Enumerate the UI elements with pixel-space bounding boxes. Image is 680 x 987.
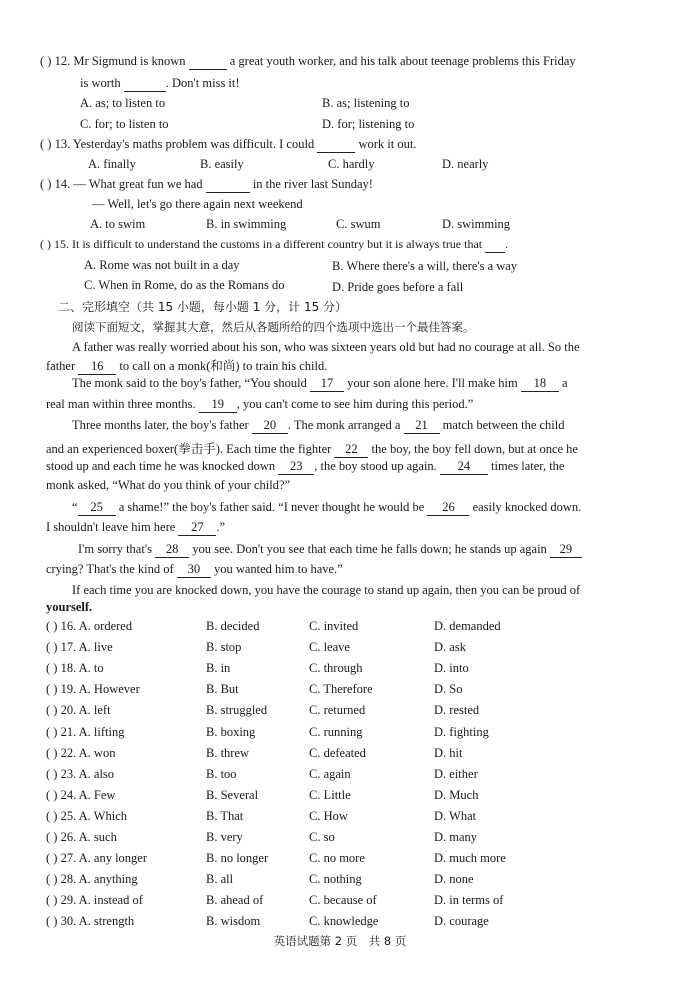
passage-line: yourself.: [46, 600, 93, 614]
cloze-option-b: B. wisdom: [206, 914, 261, 929]
cloze-question-option-a: ( ) 25. A. Which: [46, 808, 128, 823]
q12-stem-d: . Don't miss it!: [165, 76, 240, 90]
answer-blank: [206, 177, 250, 193]
passage-line: [72, 418, 564, 434]
q13-option-d: D. nearly: [442, 157, 489, 171]
q14-option-a: A. to swim: [90, 217, 146, 231]
cloze-option-c: C. defeated: [309, 745, 366, 760]
cloze-option-row: [0, 703, 680, 723]
q12-stem-a: ( ) 12. Mr Sigmund is known: [40, 54, 186, 68]
q14-stem-a: ( ) 14. — What great fun we had: [40, 177, 203, 191]
q15-option-b: B. Where there's a will, there's a way: [332, 259, 518, 273]
cloze-option-d: D. ask: [434, 640, 466, 655]
cloze-option-d: D. hit: [434, 745, 463, 760]
cloze-option-d: D. many: [434, 830, 478, 844]
cloze-option-row: [0, 830, 680, 850]
cloze-option-c: C. no more: [309, 851, 365, 866]
q13-option-a: A. finally: [88, 157, 136, 171]
blank-27: 27: [178, 520, 216, 536]
blank-20: 20: [252, 418, 288, 434]
q14-option-c: C. swum: [336, 217, 381, 231]
cloze-option-c: C. nothing: [309, 872, 362, 887]
blank-18: 18: [521, 376, 559, 392]
cloze-option-d: D. in terms of: [434, 893, 504, 908]
cloze-option-d: D. Much: [434, 787, 479, 802]
cloze-option-row: [0, 661, 680, 681]
cloze-option-d: D. What: [434, 808, 477, 823]
answer-blank: [189, 54, 227, 70]
passage-text: crying? That's the kind of: [46, 562, 174, 576]
passage-line: [78, 542, 582, 558]
blank-25: 25: [78, 500, 116, 516]
cloze-question-option-a: ( ) 21. A. lifting: [46, 724, 125, 739]
blank-29: 29: [550, 542, 582, 558]
cloze-option-row: [0, 788, 680, 808]
cloze-option-b: B. too: [206, 766, 237, 781]
q15-stem-text: ( ) 15. It is difficult to understand the customs in a different country but it is always true that: [40, 237, 483, 251]
passage-text: you wanted him to have.”: [213, 562, 343, 576]
cloze-option-b: B. ahead of: [206, 893, 264, 908]
q12-stem-c: is worth: [80, 76, 121, 90]
passage-line: [46, 397, 473, 413]
passage-text: you see. Don't you see that each time he falls down; he stands up again: [192, 542, 547, 556]
cloze-question-option-a: ( ) 28. A. anything: [46, 872, 138, 887]
cloze-option-row: [0, 619, 680, 639]
q14-stem-b: in the river last Sunday!: [252, 177, 373, 191]
passage-text: times later, the: [491, 459, 565, 473]
cloze-option-b: B. Several: [206, 787, 259, 802]
cloze-option-d: D. rested: [434, 703, 480, 718]
answer-blank: [485, 237, 505, 253]
cloze-option-row: [0, 851, 680, 871]
passage-text: . The monk arranged a: [287, 418, 401, 432]
cloze-option-d: D. none: [434, 872, 474, 887]
passage-text: .”: [216, 520, 226, 534]
q14-option-d: D. swimming: [442, 217, 511, 231]
cloze-option-c: C. returned: [309, 703, 366, 718]
passage-text: father: [46, 359, 76, 373]
cloze-option-b: B. struggled: [206, 703, 268, 718]
q13-option-b: B. easily: [200, 157, 244, 171]
passage-line: [72, 500, 581, 516]
passage-text: stood up and each time he was knocked down: [46, 459, 276, 473]
cloze-question-option-a: ( ) 29. A. instead of: [46, 893, 143, 908]
cloze-option-row: [0, 893, 680, 913]
cloze-option-row: [0, 914, 680, 934]
passage-line: [46, 439, 578, 458]
cloze-option-c: C. Little: [309, 787, 351, 802]
q12-stem-b: a great youth worker, and his talk about teenage problems this Friday: [229, 54, 576, 68]
passage-text: and an experienced boxer(拳击手). Each time the fighter: [46, 442, 332, 456]
q13-option-c: C. hardly: [328, 157, 375, 171]
passage-text: Three months later, the boy's father: [72, 418, 249, 432]
cloze-option-c: C. again: [309, 766, 351, 781]
cloze-option-b: B. all: [206, 872, 234, 887]
passage-text: I'm sorry that's: [78, 542, 152, 556]
cloze-option-row: [0, 872, 680, 892]
q12-stem-line1: [40, 54, 576, 70]
cloze-option-d: D. demanded: [434, 619, 501, 633]
q13-stem-b: work it out.: [358, 137, 417, 151]
q13-stem: [40, 137, 416, 153]
q12-option-d: D. for; listening to: [322, 117, 415, 131]
cloze-option-c: C. through: [309, 661, 363, 676]
passage-text: the boy, the boy fell down, but at once he: [371, 442, 578, 456]
cloze-option-b: B. decided: [206, 619, 260, 633]
passage-text: match between the child: [442, 418, 565, 432]
cloze-question-option-a: ( ) 27. A. any longer: [46, 851, 148, 866]
q13-stem-a: ( ) 13. Yesterday's maths problem was difficult. I could: [40, 137, 315, 151]
passage-line: [46, 520, 225, 536]
cloze-option-row: [0, 725, 680, 745]
passage-line: [46, 562, 343, 578]
q15-option-c: C. When in Rome, do as the Romans do: [84, 278, 285, 292]
passage-text: real man within three months.: [46, 397, 196, 411]
cloze-option-b: B. no longer: [206, 851, 269, 866]
cloze-option-d: D. fighting: [434, 724, 489, 739]
blank-19: 19: [199, 397, 237, 413]
cloze-question-option-a: ( ) 26. A. such: [46, 830, 117, 844]
blank-26: 26: [427, 500, 469, 516]
cloze-option-c: C. Therefore: [309, 682, 373, 697]
passage-text: , the boy stood up again.: [314, 459, 437, 473]
q12-option-a: A. as; to listen to: [80, 96, 166, 110]
q15-stem: ( ) 15. It is difficult to understand the customs in a different country but it is always true that .: [40, 237, 509, 251]
section-heading: 二、完形填空（共 15 小题，每小题 1 分，计 15 分）: [58, 300, 348, 314]
cloze-option-c: C. running: [309, 724, 363, 739]
passage-text: your son alone here. I'll make him: [347, 376, 518, 390]
cloze-option-d: D. much more: [434, 851, 506, 866]
cloze-option-row: [0, 640, 680, 660]
cloze-question-option-a: ( ) 24. A. Few: [46, 787, 116, 802]
passage-line: monk asked, “What do you think of your child?”: [46, 478, 291, 492]
cloze-option-d: D. So: [434, 682, 463, 697]
cloze-option-d: D. into: [434, 661, 469, 676]
passage-line: [72, 376, 568, 392]
cloze-question-option-a: ( ) 16. A. ordered: [46, 619, 133, 633]
cloze-option-b: B. threw: [206, 745, 250, 760]
passage-text: I shouldn't leave him here: [46, 520, 176, 534]
page-footer: 英语试题第 2 页 共 8 页: [273, 934, 407, 948]
passage-text: a shame!” the boy's father said. “I never thought he would be: [118, 500, 425, 514]
passage-text: The monk said to the boy's father, “You should: [72, 376, 307, 390]
cloze-question-option-a: ( ) 19. A. However: [46, 682, 140, 697]
cloze-option-d: D. either: [434, 766, 478, 781]
cloze-option-c: C. so: [309, 830, 335, 844]
cloze-option-b: B. boxing: [206, 724, 256, 739]
cloze-option-c: C. invited: [309, 619, 359, 633]
cloze-question-option-a: ( ) 22. A. won: [46, 745, 116, 760]
cloze-option-b: B. stop: [206, 640, 242, 655]
q12-option-c: C. for; to listen to: [80, 117, 169, 131]
blank-21: 21: [404, 418, 440, 434]
blank-17: 17: [310, 376, 344, 392]
blank-22: 22: [334, 442, 368, 458]
q15-option-a: A. Rome was not built in a day: [84, 258, 240, 272]
passage-line: If each time you are knocked down, you have the courage to stand up again, then you can be proud of: [72, 583, 581, 597]
passage-text: , you can't come to see him during this period.”: [236, 397, 474, 411]
answer-blank: [317, 137, 355, 153]
blank-24: 24: [440, 459, 488, 475]
cloze-option-c: C. leave: [309, 640, 350, 655]
blank-30: 30: [177, 562, 211, 578]
cloze-option-row: [0, 767, 680, 787]
blank-28: 28: [155, 542, 189, 558]
passage-line: [46, 356, 327, 375]
cloze-question-option-a: ( ) 20. A. left: [46, 703, 111, 718]
cloze-option-c: C. How: [309, 808, 348, 823]
passage-line: A father was really worried about his son, who was sixteen years old but had no courage at all. So the: [72, 340, 580, 354]
cloze-option-b: B. That: [206, 808, 244, 823]
cloze-option-row: [0, 809, 680, 829]
q14-reply: — Well, let's go there again next weekend: [92, 197, 303, 211]
cloze-option-row: [0, 746, 680, 766]
cloze-question-option-a: ( ) 18. A. to: [46, 661, 104, 676]
q15-option-d: D. Pride goes before a fall: [332, 280, 464, 294]
cloze-question-option-a: ( ) 30. A. strength: [46, 914, 135, 929]
q14-option-b: B. in swimming: [206, 217, 287, 231]
cloze-option-b: B. in: [206, 661, 231, 676]
q12-stem-line2: [80, 76, 240, 92]
passage-text: “: [72, 500, 78, 514]
cloze-question-option-a: ( ) 17. A. live: [46, 640, 113, 655]
blank-23: 23: [278, 459, 314, 475]
section-instruction: 阅读下面短文，掌握其大意，然后从各题所给的四个选项中选出一个最佳答案。: [72, 320, 475, 334]
cloze-option-b: B. very: [206, 830, 243, 844]
cloze-option-c: C. because of: [309, 893, 377, 908]
q12-option-b: B. as; listening to: [322, 96, 410, 110]
passage-text: to call on a monk(和尚) to train his child.: [119, 359, 328, 373]
cloze-question-option-a: ( ) 23. A. also: [46, 766, 115, 781]
cloze-option-c: C. knowledge: [309, 914, 379, 929]
cloze-option-b: B. But: [206, 682, 239, 697]
passage-line: [46, 459, 564, 475]
blank-16: 16: [78, 359, 116, 375]
answer-blank: [124, 76, 166, 92]
q14-stem: [40, 177, 373, 193]
cloze-option-d: D. courage: [434, 914, 489, 929]
cloze-option-row: [0, 682, 680, 702]
passage-text: a: [561, 376, 568, 390]
passage-text: easily knocked down.: [472, 500, 582, 514]
